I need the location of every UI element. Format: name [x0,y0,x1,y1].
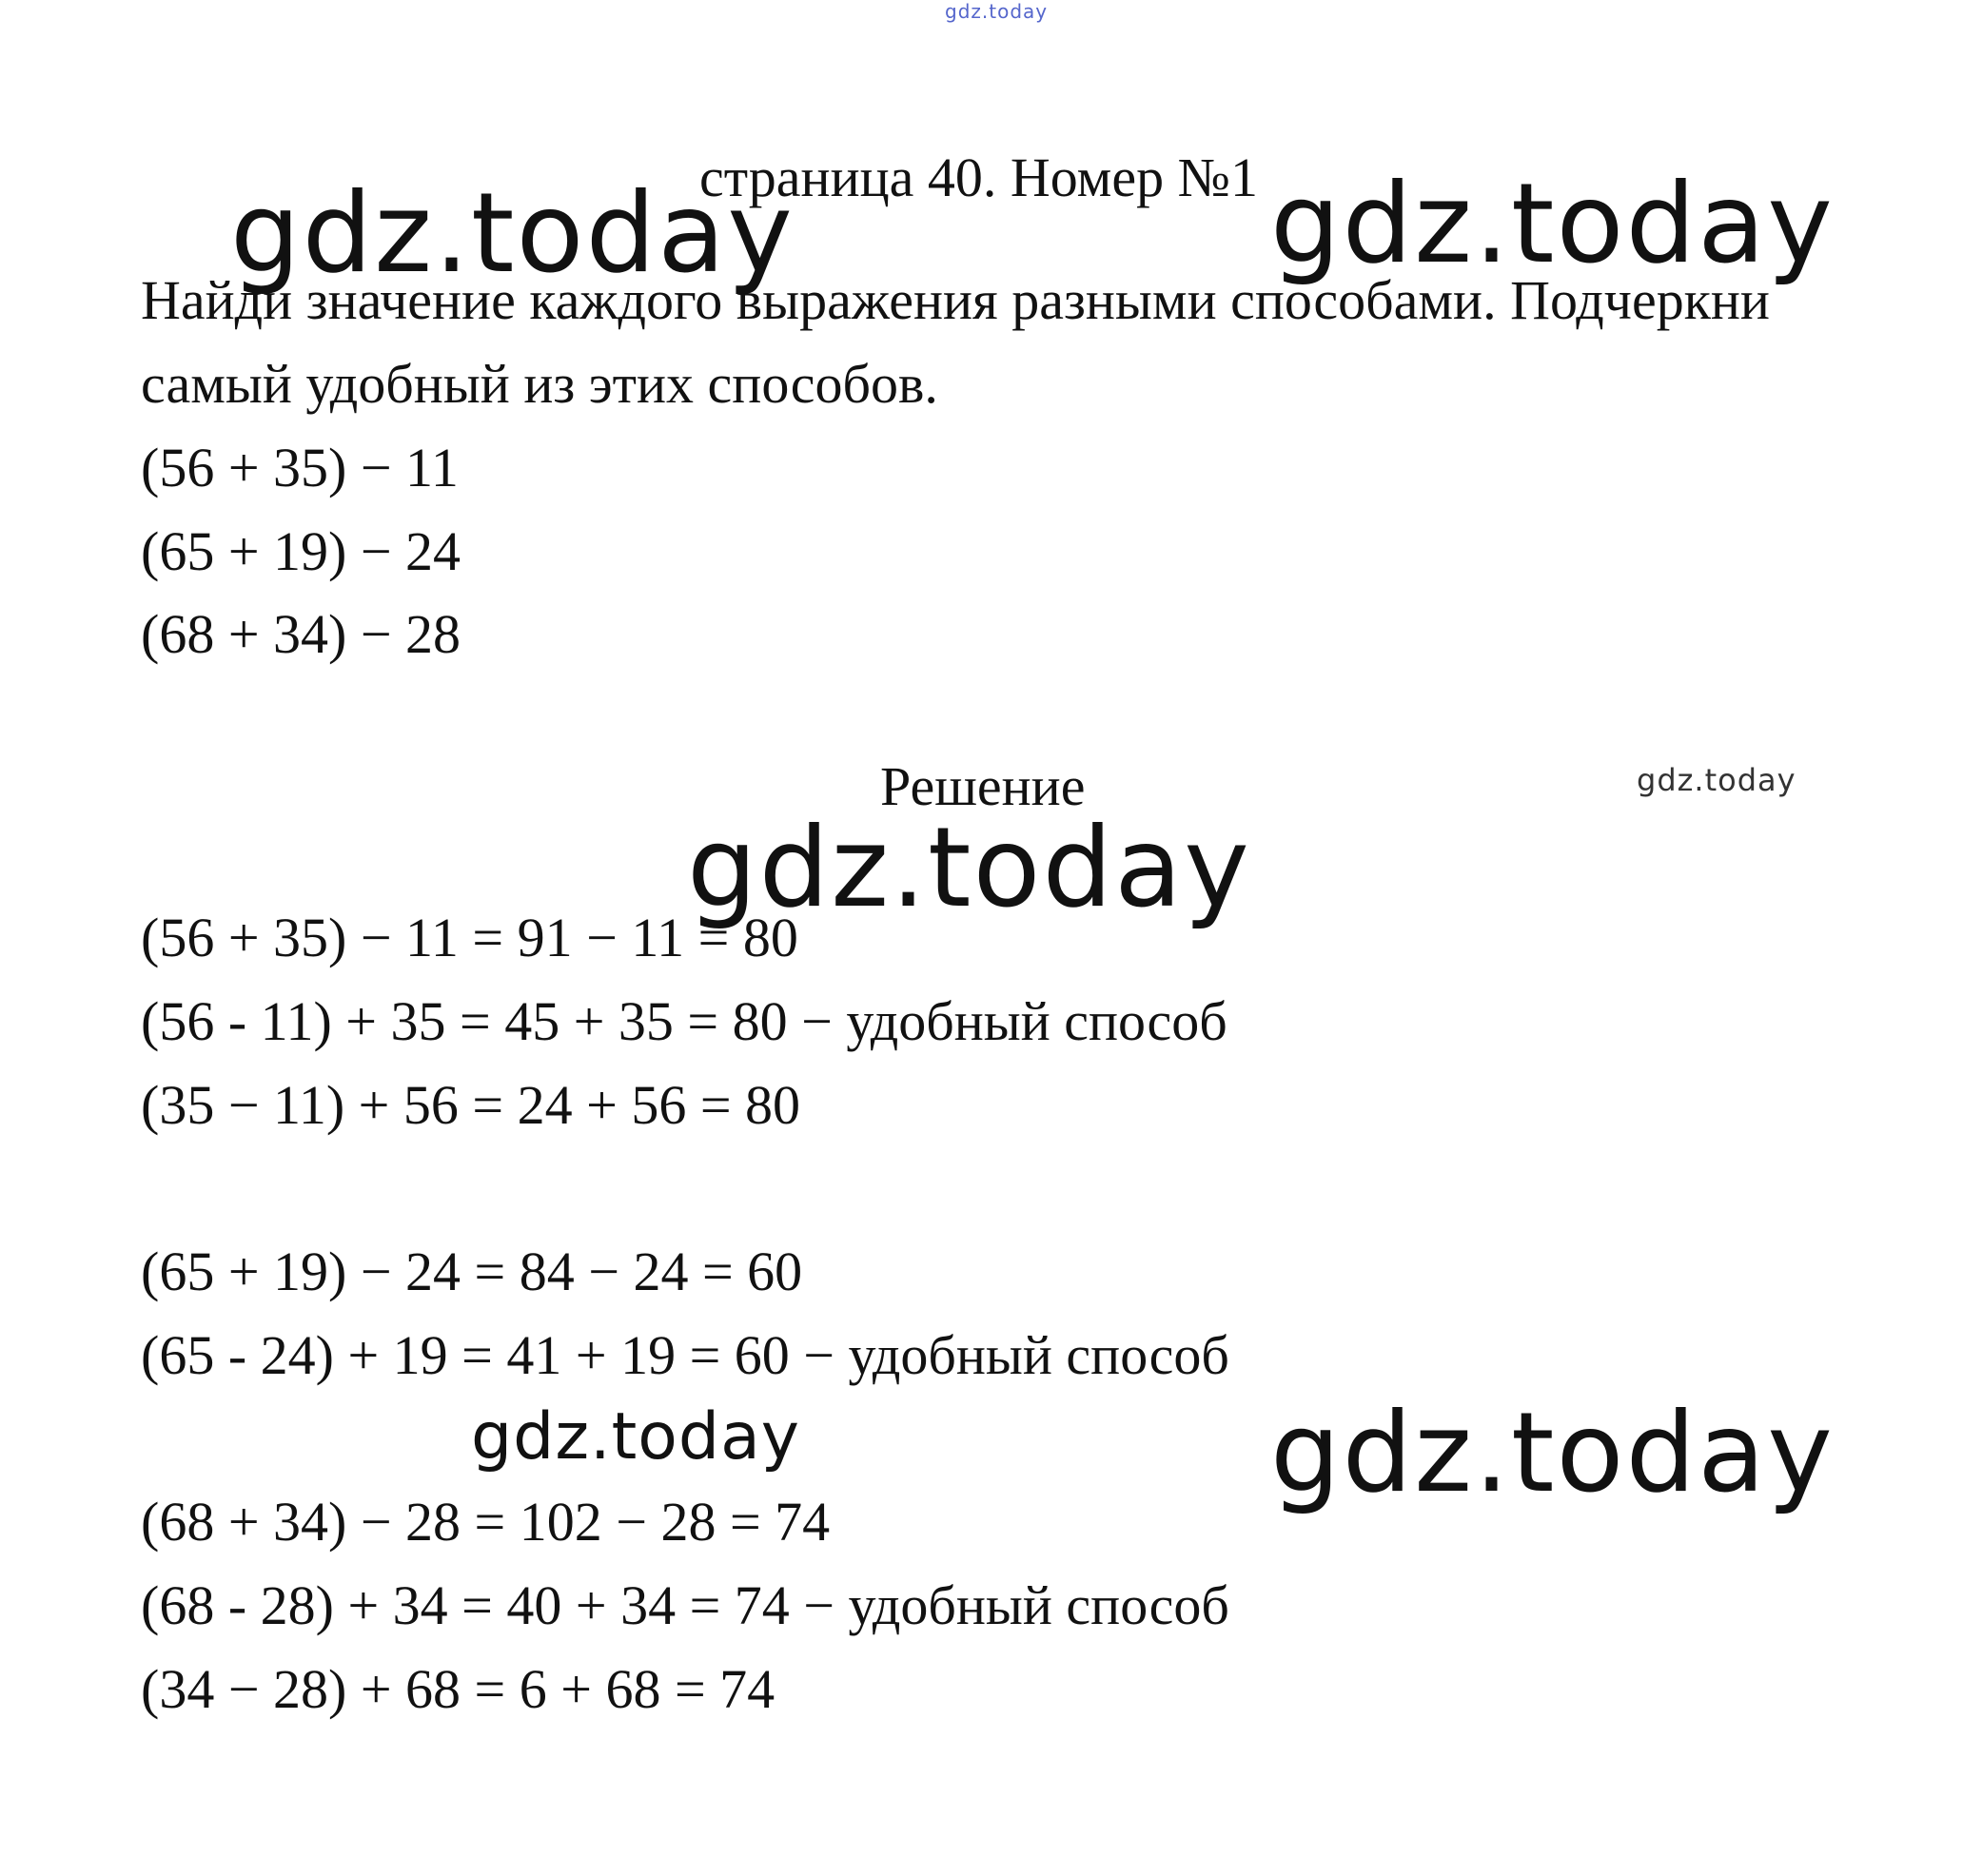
solution-line: (34 − 28) + 68 = 6 + 68 = 74 [141,1658,775,1720]
task-text-line-2: самый удобный из этих способов. [141,353,938,415]
task-expression: (65 + 19) − 24 [141,520,461,582]
task-expression: (68 + 34) − 28 [141,603,461,665]
watermark-right-small: gdz.today [1637,762,1796,798]
solution-line: (68 - 28) + 34 = 40 + 34 = 74 − удобный способ [141,1574,1229,1636]
solution-line: (68 + 34) − 28 = 102 − 28 = 74 [141,1491,831,1553]
watermark-top-tiny: gdz.today [945,0,1049,23]
solution-line: (65 - 24) + 19 = 41 + 19 = 60 − удобный способ [141,1324,1229,1386]
task-expression: (56 + 35) − 11 [141,437,459,498]
solution-line: (65 + 19) − 24 = 84 − 24 = 60 [141,1241,803,1302]
solution-line: (56 - 11) + 35 = 45 + 35 = 80 − удобный способ [141,990,1227,1052]
solution-line: (56 + 35) − 11 = 91 − 11 = 80 [141,907,798,968]
watermark-top-right: gdz.today [1270,160,1835,288]
watermark-top-left: gdz.today [230,169,795,298]
watermark-mid-left: gdz.today [471,1399,800,1475]
task-text-line-1: Найди значение каждого выражения разными способами. Подчеркни [141,269,1770,331]
watermark-center: gdz.today [687,804,1251,932]
solution-line: (35 − 11) + 56 = 24 + 56 = 80 [141,1074,801,1136]
watermark-bottom-right: gdz.today [1270,1389,1835,1517]
solution-heading: Решение [880,755,1086,817]
page-title: страница 40. Номер №1 [699,147,1258,208]
